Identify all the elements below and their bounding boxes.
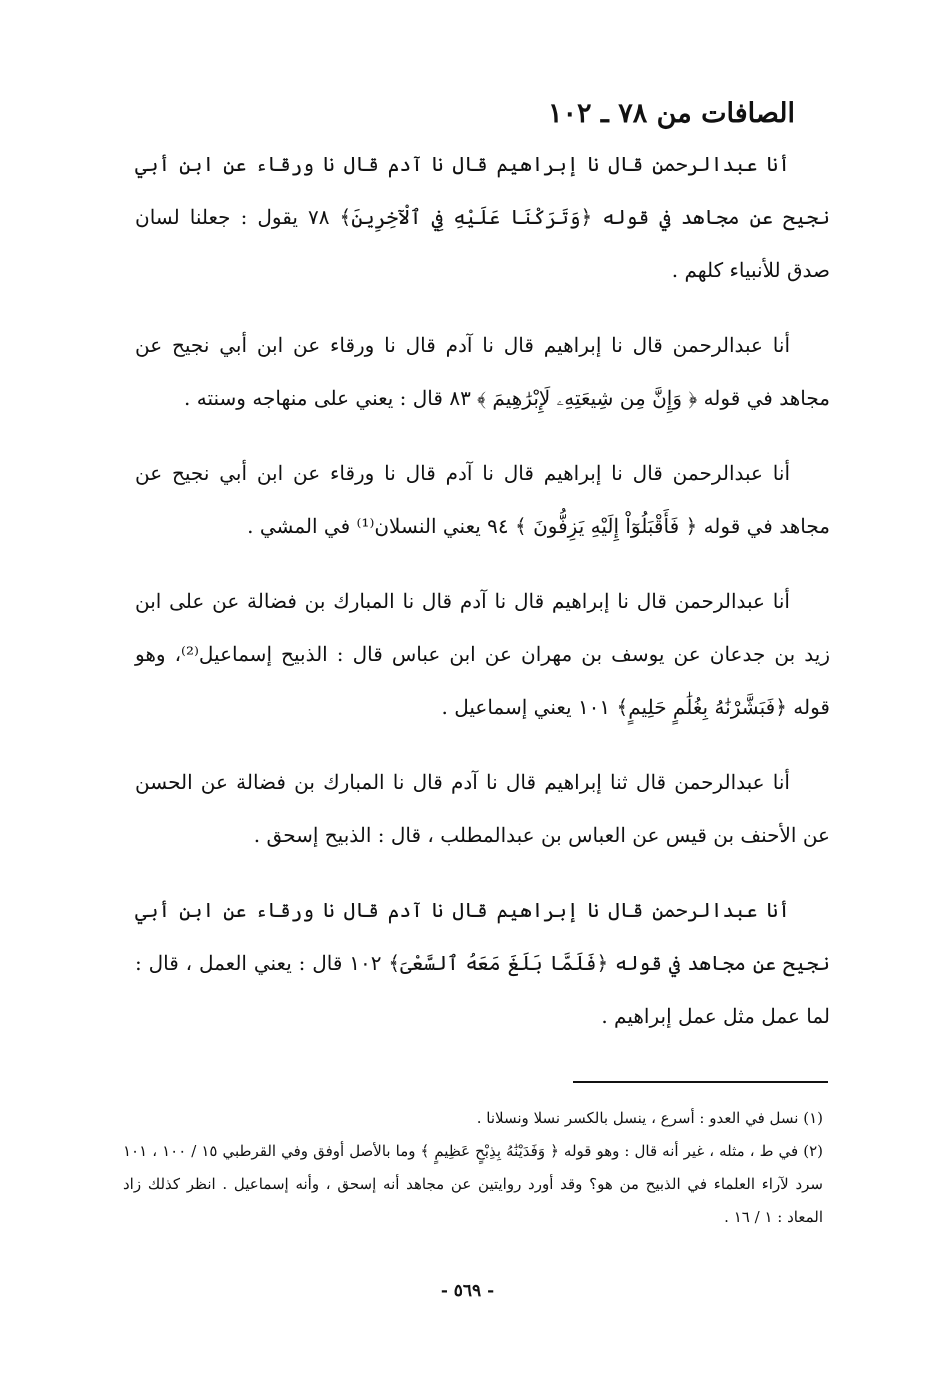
footnote-divider	[573, 1081, 828, 1083]
paragraph-1: أنا عبدالرحمن قال نا إبراهيم قال نا آدم قال نا ورقاء عن ابن أبي نجيح عن مجاهد في قوله ﴿وَتَرَكْنَا عَلَيْهِ فِي ٱلْآخِرِينَ﴾ ٧٨ يقول : جعلنا لسان صدق للأنبياء كلهم .	[135, 152, 830, 282]
footnote-2: (٢) في ط ، مثله ، غير أنه قال : وهو قوله ﴿ وَفَدَيْنَٰهُ بِذِبْحٍ عَظِيمٍ ﴾ وما بالأصل أوفق وفي القرطبي ١٥ / ١٠٠ ، ١٠١ سرد لآراء العلماء في الذبيح من هو؟ وقد أورد روايتين عن مجاهد أنه إسحق ، وأنه إسماعيل . انظر كذلك زاد المعاد : ١ / ١٦ .	[123, 1142, 823, 1226]
section-heading: الصافات من ٧٨ ـ ١٠٢	[548, 98, 795, 129]
paragraph-3: أنا عبدالرحمن قال نا إبراهيم قال نا آدم قال نا ورقاء عن ابن أبي نجيح عن مجاهد في قوله ﴿ فَأَقْبَلُوٓاْ إِلَيْهِ يَزِفُّونَ ﴾ ٩٤ يعني النسلان⁽¹⁾ في المشي .	[135, 461, 830, 538]
main-text	[135, 138, 830, 1043]
paragraph-4: أنا عبدالرحمن قال نا إبراهيم قال نا آدم قال نا المبارك بن فضالة عن على ابن زيد بن جدعان عن يوسف بن مهران عن ابن عباس قال : الذبيح إسماعيل⁽²⁾، وهو قوله ﴿فَبَشَّرْنَٰهُ بِغُلَٰمٍ حَلِيمٍ﴾ ١٠١ يعني إسماعيل .	[135, 589, 830, 719]
footnotes	[123, 1102, 823, 1234]
paragraph-5: أنا عبدالرحمن قال ثنا إبراهيم قال نا آدم قال نا المبارك بن فضالة عن الحسن عن الأحنف بن قيس عن العباس بن عبدالمطلب ، قال : الذبيح إسحق .	[135, 770, 830, 847]
footnote-1: (١) نسل في العدو : أسرع ، ينسل بالكسر نسلا ونسلانا .	[476, 1109, 823, 1127]
page-number: - ٥٦٩ -	[440, 1281, 495, 1301]
paragraph-6: أنا عبدالرحمن قال نا إبراهيم قال نا آدم قال نا ورقاء عن ابن أبي نجيح عن مجاهد في قوله ﴿فَلَمَّا بَلَغَ مَعَهُ ٱلسَّعْىَ﴾ ١٠٢ قال : يعني العمل ، قال : لما عمل مثل عمل إبراهيم .	[135, 898, 831, 1028]
paragraph-2: أنا عبدالرحمن قال نا إبراهيم قال نا آدم قال نا ورقاء عن ابن أبي نجيح عن مجاهد في قوله ﴿ وَإِنَّ مِن شِيعَتِهِۦ لَإِبْرَٰهِيمَ ﴾ ٨٣ قال : يعني على منهاجه وسنته .	[135, 333, 830, 410]
